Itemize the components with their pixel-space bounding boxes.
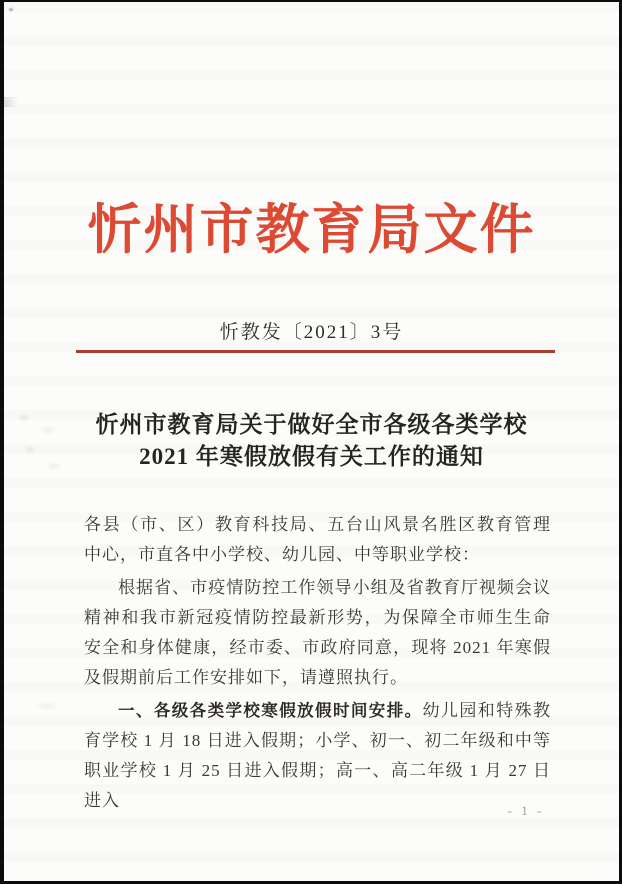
scan-artifact-streak <box>4 97 18 107</box>
red-separator-rule <box>76 350 555 353</box>
notice-title-line1: 忻州市教育局关于做好全市各级各类学校 <box>95 412 528 437</box>
page-number: - 1 - <box>507 803 545 818</box>
scan-artifact-smudge <box>34 702 60 710</box>
paragraph-basis: 根据省、市疫情防控工作领导小组及省教育厅视频会议精神和我市新冠疫情防控最新形势，为保障全市师生生命安全和身体健康，经市委、市政府同意，现将 2021 年寒假及假期前后工作安排如下，请遵照执行。 <box>84 578 551 687</box>
scan-artifact-speck <box>8 7 14 12</box>
section1-text: 幼儿园和特殊教育学校 1 月 18 日进入假期；小学、初一、初二年级和中等职业学校 1 月 25 日进入假期；高一、高二年级 1 月 27 日进入 <box>84 701 552 810</box>
notice-title-line2: 2021 年寒假放假有关工作的通知 <box>139 444 484 469</box>
section1-heading: 一、各级各类学校寒假放假时间安排。 <box>118 702 423 720</box>
document-body <box>84 510 551 816</box>
paragraph-section1 <box>84 696 551 816</box>
letterhead-title: 忻州市教育局文件 <box>87 200 536 260</box>
notice-title <box>4 409 619 473</box>
document-number: 忻教发〔2021〕3号 <box>219 322 404 343</box>
recipients-line: 各县（市、区）教育科技局、五台山风景名胜区教育管理中心，市直各中小学校、幼儿园、中等职业学校： <box>84 515 551 564</box>
